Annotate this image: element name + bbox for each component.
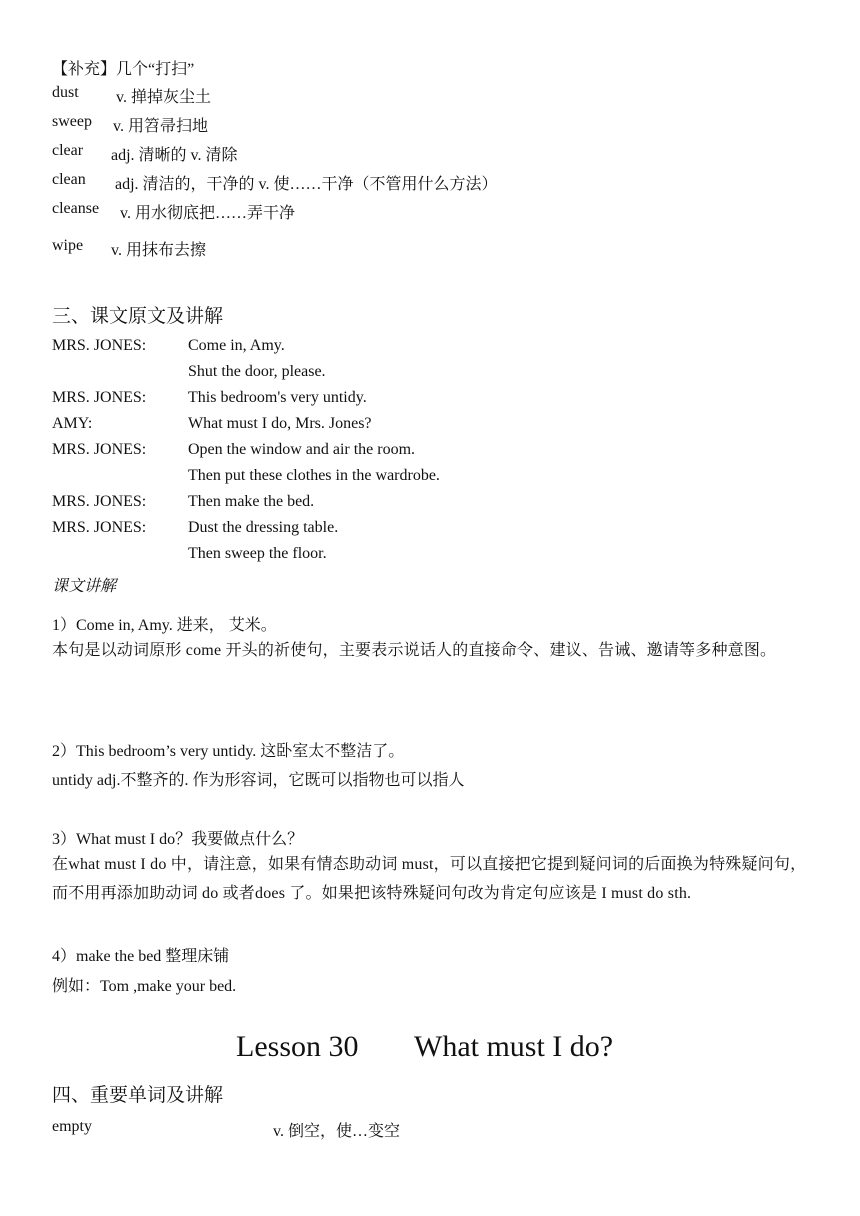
note-title: 1）Come in, Amy. 进来， 艾米。	[52, 617, 277, 634]
note-body: 本句是以动词原形 come 开头的祈使句，主要表示说话人的直接命令、建议、告诫、邀请等多种意图。	[52, 642, 777, 659]
vocab-word: clear	[52, 142, 84, 159]
section-heading: 四、重要单词及讲解	[52, 1085, 224, 1106]
vocab-word: wipe	[52, 237, 84, 254]
dialogue-speaker: MRS. JONES:	[52, 389, 147, 406]
explanation-label: 课文讲解	[52, 578, 117, 595]
note-title: 3）What must I do？我要做点什么？	[52, 831, 304, 848]
vocab-word: cleanse	[52, 200, 100, 217]
lesson-title: What must I do?	[414, 1030, 614, 1063]
lesson-number: Lesson 30	[236, 1030, 359, 1063]
dialogue-speaker: MRS. JONES:	[52, 441, 147, 458]
vocab-definition: v. 倒空，使…变空	[273, 1123, 400, 1140]
dialogue-line: This bedroom's very untidy.	[188, 389, 367, 406]
vocab-word: clean	[52, 171, 86, 188]
vocab-definition: v. 用抹布去擦	[111, 242, 206, 259]
dialogue-line: Then sweep the floor.	[188, 545, 327, 562]
dialogue-speaker: MRS. JONES:	[52, 493, 147, 510]
vocab-word: sweep	[52, 113, 92, 130]
dialogue-speaker: MRS. JONES:	[52, 337, 147, 354]
dialogue-line: Come in, Amy.	[188, 337, 285, 354]
dialogue-line: Then put these clothes in the wardrobe.	[188, 467, 440, 484]
note-title: 2）This bedroom’s very untidy. 这卧室太不整洁了。	[52, 743, 405, 760]
supplement-heading: 【补充】几个“打扫”	[52, 61, 195, 78]
note-body: 在what must I do 中，请注意，如果有情态助动词 must，可以直接把它提到疑问词的后面换为特殊疑问句，而不用再添加助动词 do 或者does 了。如果把该特殊疑问句改为肯定句应该是 I must do sth.	[52, 856, 807, 902]
note-title: 4）make the bed 整理床铺	[52, 948, 230, 965]
vocab-word: empty	[52, 1118, 92, 1135]
section-heading: 三、课文原文及讲解	[52, 306, 224, 327]
dialogue-line: Open the window and air the room.	[188, 441, 416, 458]
dialogue-line: Then make the bed.	[188, 493, 315, 510]
note-body: 例如：Tom ,make your bed.	[52, 978, 237, 995]
vocab-definition: v. 用水彻底把……弄干净	[120, 205, 295, 222]
vocab-definition: adj. 清晰的 v. 清除	[111, 147, 238, 164]
dialogue-speaker: MRS. JONES:	[52, 519, 147, 536]
dialogue-line: What must I do, Mrs. Jones?	[188, 415, 372, 432]
vocab-definition: v. 用笤帚扫地	[113, 118, 208, 135]
vocab-definition: v. 掸掉灰尘土	[116, 89, 211, 106]
vocab-definition: adj. 清洁的，干净的 v. 使……干净（不管用什么方法）	[115, 176, 498, 193]
vocab-word: dust	[52, 84, 79, 101]
note-body: untidy adj.不整齐的. 作为形容词，它既可以指物也可以指人	[52, 772, 465, 789]
dialogue-line: Dust the dressing table.	[188, 519, 339, 536]
dialogue-speaker: AMY:	[52, 415, 93, 432]
dialogue-line: Shut the door, please.	[188, 363, 326, 380]
